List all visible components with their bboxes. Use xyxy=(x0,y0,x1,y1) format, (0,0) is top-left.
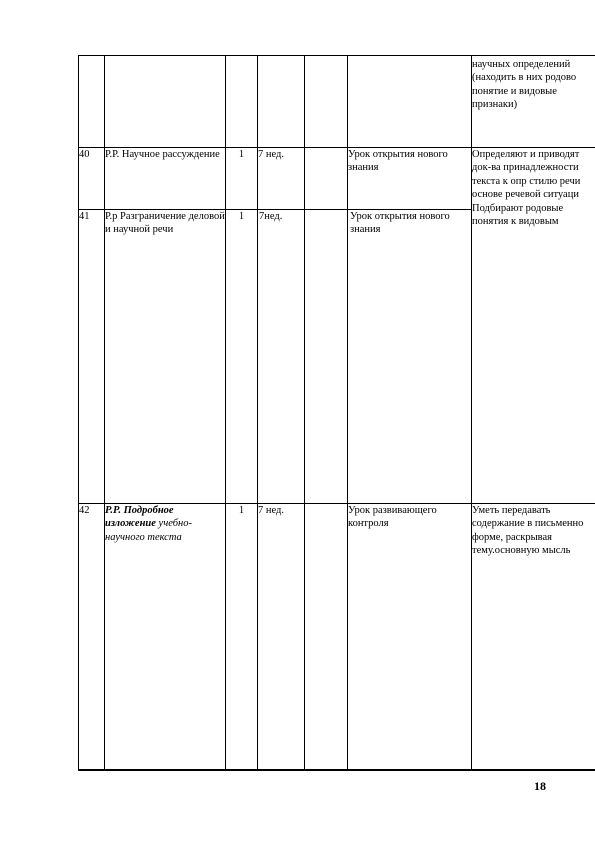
result-line: (находить в них родово xyxy=(472,72,577,84)
lesson-topic-cell xyxy=(105,56,226,148)
lesson-results-cell xyxy=(472,148,595,504)
table-row xyxy=(79,504,595,770)
result-line: форме, раскрывая xyxy=(472,531,552,543)
result-line: текста к опр стилю речи xyxy=(472,175,581,187)
lesson-hours-cell: 1 xyxy=(226,148,258,210)
lesson-results-cell xyxy=(472,504,595,770)
lesson-week-cell: 7 нед. xyxy=(258,504,305,770)
lesson-week-cell: 7нед. xyxy=(258,210,305,504)
result-line: содержание в письменно xyxy=(472,518,584,530)
lesson-number-cell xyxy=(79,56,105,148)
result-line: Определяют и приводят xyxy=(472,149,580,160)
empty-cell xyxy=(305,504,348,770)
result-line: основе речевой ситуаци xyxy=(472,189,579,201)
result-line: тему.основную мысль xyxy=(472,545,571,557)
lesson-topic-italic: учебно-научного текста xyxy=(105,518,192,543)
lesson-hours-cell: 1 xyxy=(226,210,258,504)
lesson-week-cell: 7 нед. xyxy=(258,148,305,210)
lesson-number-cell: 40 xyxy=(79,148,105,210)
lesson-results-cell xyxy=(472,56,595,148)
lesson-topic-cell: Р.Р. Научное рассуждение xyxy=(105,148,226,210)
lesson-week-cell xyxy=(258,56,305,148)
lesson-topic-bold: Р.Р. Подробное изложение xyxy=(105,505,174,530)
lesson-number-cell: 42 xyxy=(79,504,105,770)
result-line: Подбирают родовые xyxy=(472,202,564,214)
result-line: док-ва принадлежности xyxy=(472,162,579,174)
lesson-type-cell: Урок открытия нового знания xyxy=(348,148,472,210)
lesson-type-cell xyxy=(348,56,472,148)
page-number: 18 xyxy=(534,779,546,793)
empty-cell xyxy=(305,148,348,210)
lesson-hours-cell xyxy=(226,56,258,148)
lesson-plan-table xyxy=(78,55,595,771)
result-line: понятие и видовые xyxy=(472,85,557,97)
result-line: научных определений xyxy=(472,59,571,70)
empty-cell xyxy=(305,210,348,504)
table-row xyxy=(79,148,595,210)
result-line: Уметь передавать xyxy=(472,505,551,516)
table-row xyxy=(79,56,595,148)
lesson-type-cell: Урок развивающего контроля xyxy=(348,504,472,770)
lesson-topic-cell xyxy=(105,504,226,770)
lesson-hours-cell: 1 xyxy=(226,504,258,770)
result-line: понятия к видовым xyxy=(472,216,559,228)
result-line: признаки) xyxy=(472,99,518,111)
lesson-type-cell: Урок открытия нового знания xyxy=(348,210,472,504)
lesson-number-cell: 41 xyxy=(79,210,105,504)
lesson-topic-cell: Р.р Разграничение деловой и научной речи xyxy=(105,210,226,504)
empty-cell xyxy=(305,56,348,148)
